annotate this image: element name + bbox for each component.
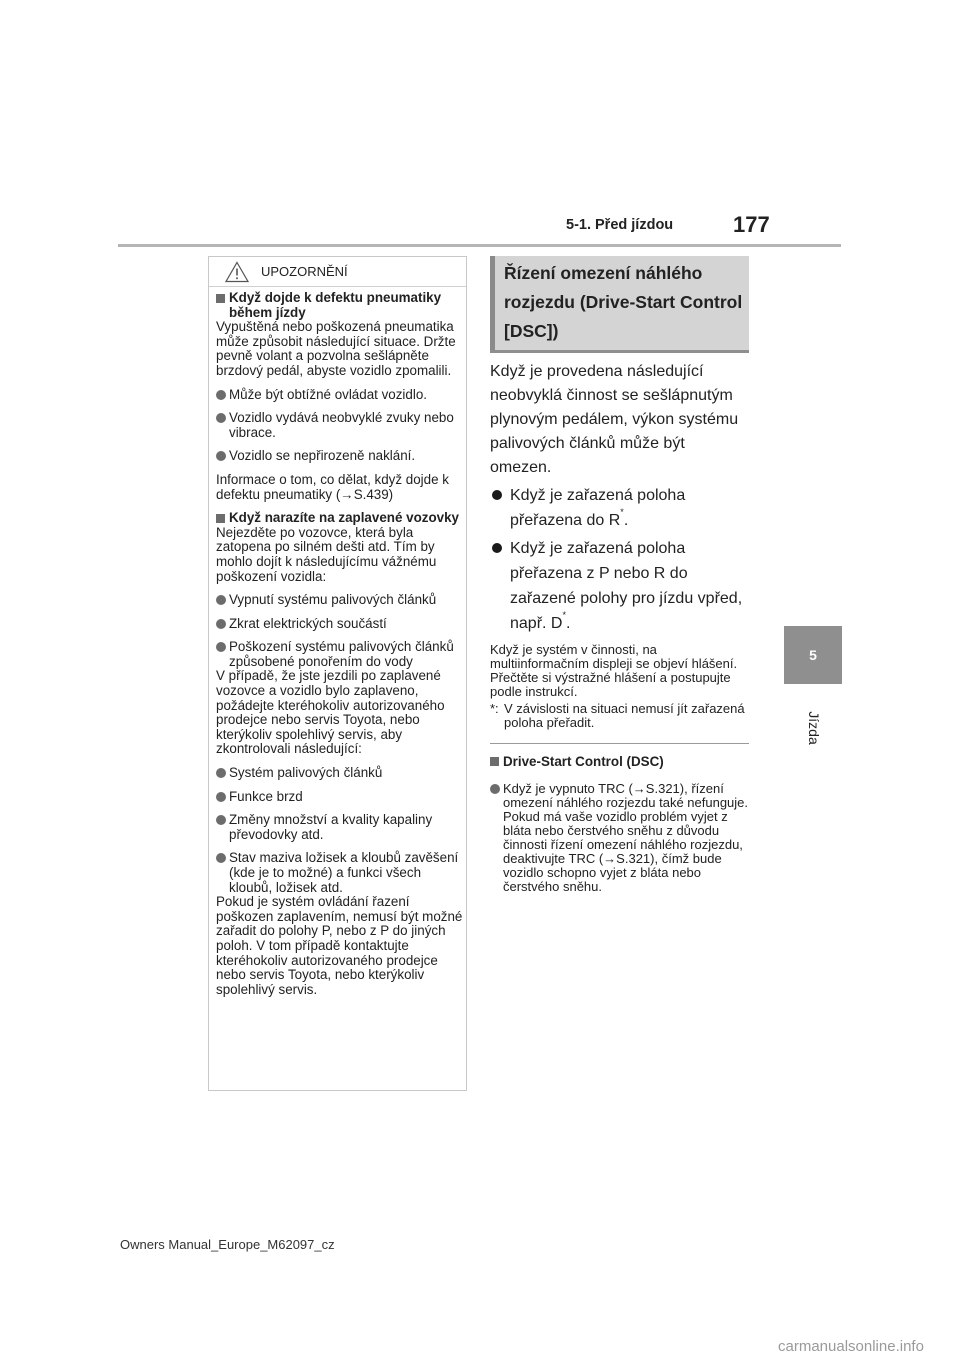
footnote-mark: *: bbox=[490, 701, 499, 716]
warning-triangle-icon bbox=[225, 261, 249, 283]
round-bullet-icon bbox=[216, 619, 226, 629]
round-bullet-icon bbox=[492, 543, 502, 553]
square-bullet-icon bbox=[216, 514, 225, 523]
info-paragraph: Když je systém v činnosti, na multiinformačním displeji se objeví hlášení. Přečtěte si výstražné hlášení a postupujte podle instrukcí. bbox=[490, 642, 738, 699]
list-item: Změny množství a kvality kapaliny převodovky atd. bbox=[216, 813, 463, 842]
list-item: Stav maziva ložisek a kloubů zavěšení (kde je to možné) a funkci všech kloubů, ložisek atd. bbox=[216, 851, 463, 895]
round-bullet-icon bbox=[216, 413, 226, 423]
list-item: Vozidlo se nepřirozeně naklání. bbox=[216, 449, 463, 464]
warning-header bbox=[209, 257, 466, 287]
list-item: Když je vypnuto TRC (→S.321), řízení omezení náhlého rozjezdu také nefunguje. Pokud má vaše vozidlo problém vyjet z bláta nebo čerstvého sněhu z důvodu činnosti řízení omezení náhlého rozjezdu, deaktivujte TRC (→S.321), čímž bude vozidlo schopno vyjet z bláta nebo čerstvého sněhu. bbox=[490, 782, 749, 894]
warning-paragraph: V případě, že jste jezdili po zaplavené vozovce a vozidlo bylo zaplaveno, požádejte kteréhokoliv autorizovaného prodejce nebo servis Toyota, nebo kterýkoliv spolehlivý servis, aby zkontrolovali následující: bbox=[216, 668, 445, 757]
chapter-label: Jízda bbox=[806, 711, 822, 745]
round-bullet-icon bbox=[216, 815, 226, 825]
divider bbox=[490, 743, 749, 744]
intro-paragraph: Když je provedena následující neobvyklá činnost se sešlápnutým plynovým pedálem, výkon systému palivových článků může být omezen. bbox=[490, 363, 739, 476]
warning-paragraph: Vypuštěná nebo poškozená pneumatika může způsobit následující situace. Držte pevně volant a pozvolna sešlápněte brzdový pedál, abyste vozidlo zpomalili. bbox=[216, 319, 456, 378]
round-bullet-icon bbox=[216, 768, 226, 778]
footnote: *: V závislosti na situaci nemusí jít zařazená poloha přeřadit. bbox=[490, 701, 745, 730]
footnote-marker: * bbox=[562, 610, 566, 620]
round-bullet-icon bbox=[216, 451, 226, 461]
footer-text: Owners Manual_Europe_M62097_cz bbox=[120, 1237, 335, 1252]
list-item: Vozidlo vydává neobvyklé zvuky nebo vibrace. bbox=[216, 411, 463, 440]
page-number: 177 bbox=[733, 212, 770, 237]
round-bullet-icon bbox=[216, 792, 226, 802]
list-item: Funkce brzd bbox=[216, 790, 463, 805]
warning-subheading: Když dojde k defektu pneumatiky během jízdy bbox=[216, 291, 463, 320]
right-column bbox=[490, 256, 749, 907]
warning-paragraph: Pokud je systém ovládání řazení poškozen zaplavením, nemusí být možné zařadit do polohy P, nebo z P do jiných poloh. V tom případě kontaktujte kteréhokoliv autorizovaného prodejce nebo servis Toyota, nebo kterýkoliv spolehlivý servis. bbox=[216, 894, 463, 997]
round-bullet-icon bbox=[216, 390, 226, 400]
warning-box bbox=[208, 256, 467, 1091]
warning-paragraph: Nejezděte po vozovce, která byla zatopena po silném dešti atd. Tím by mohlo dojít k následujícímu vážnému poškození vozidla: bbox=[216, 524, 437, 584]
chapter-number: 5 bbox=[809, 647, 817, 663]
list-item: Vypnutí systému palivových článků bbox=[216, 593, 463, 608]
list-item: Může být obtížné ovládat vozidlo. bbox=[216, 388, 463, 403]
sub-heading: Drive-Start Control (DSC) bbox=[490, 754, 749, 769]
warning-title: UPOZORNĚNÍ bbox=[261, 264, 348, 279]
warning-paragraph: Informace o tom, co dělat, když dojde k defektu pneumatiky (→S.439) bbox=[216, 471, 449, 502]
round-bullet-icon bbox=[490, 784, 500, 794]
list-item: Zkrat elektrických součástí bbox=[216, 617, 463, 632]
square-bullet-icon bbox=[490, 757, 499, 766]
list-item: Systém palivových článků bbox=[216, 766, 463, 781]
warning-subheading: Když narazíte na zaplavené vozovky bbox=[216, 511, 463, 526]
round-bullet-icon bbox=[216, 595, 226, 605]
round-bullet-icon bbox=[492, 490, 502, 500]
watermark-link[interactable]: carmanualsonline.info bbox=[778, 1338, 924, 1355]
list-item: Když je zařazená poloha přeřazena z P nebo R do zařazené polohy pro jízdu vpřed, např. D*. bbox=[490, 536, 749, 636]
chapter-tab[interactable] bbox=[784, 626, 842, 684]
section-heading: Řízení omezení náhlého rozjezdu (Drive-Start Control [DSC]) bbox=[490, 256, 749, 350]
header-section-title: 5-1. Před jízdou bbox=[566, 217, 674, 233]
heading-rule bbox=[490, 350, 749, 353]
list-item: Když je zařazená poloha přeřazena do R*. bbox=[490, 483, 749, 533]
round-bullet-icon bbox=[216, 642, 226, 652]
header-rule bbox=[118, 244, 841, 247]
round-bullet-icon bbox=[216, 853, 226, 863]
list-item: Poškození systému palivových článků způsobené ponořením do vody bbox=[216, 640, 463, 669]
warning-body bbox=[216, 291, 463, 997]
square-bullet-icon bbox=[216, 294, 225, 303]
footnote-marker: * bbox=[620, 507, 624, 517]
